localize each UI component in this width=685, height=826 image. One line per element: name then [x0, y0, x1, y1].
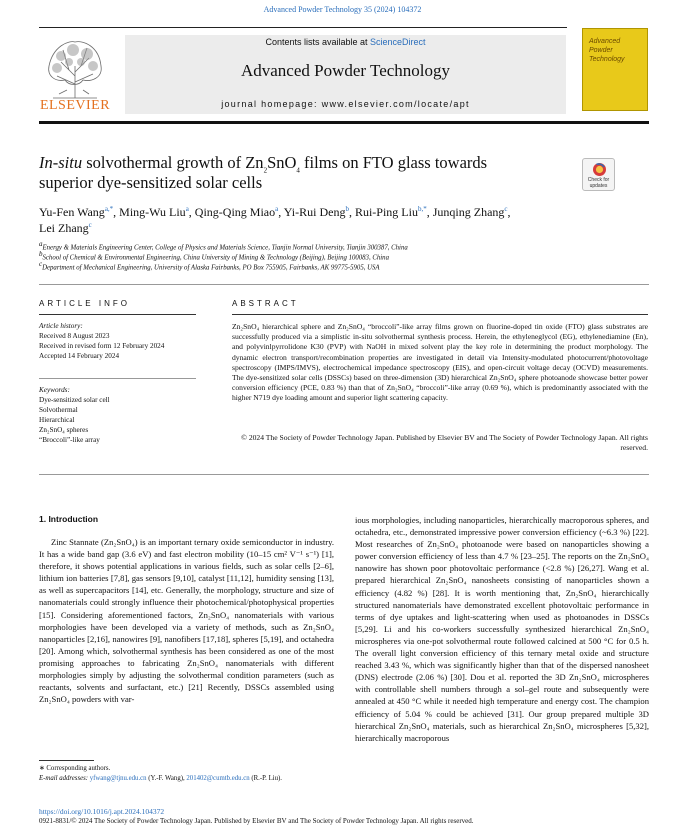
author-separator: ,	[188, 205, 195, 219]
homepage-line	[125, 99, 566, 109]
title-subscript: 4	[296, 166, 300, 175]
abstract-copyright: © 2024 The Society of Powder Technology Japan. Published by Elsevier BV and The Society of Powder Technology Japan. All rights reserved.	[241, 433, 648, 453]
affiliation-b	[39, 250, 389, 262]
article-info-heading: ARTICLE INFO	[39, 299, 130, 308]
journal-masthead	[125, 35, 566, 114]
author-separator: ,	[278, 205, 284, 219]
author-separator: ,	[426, 205, 433, 219]
author-affiliation-link[interactable]: c	[504, 205, 508, 213]
homepage-prefix: journal homepage:	[221, 99, 322, 109]
affiliation-marker: c	[39, 260, 43, 268]
elsevier-wordmark: ELSEVIER	[39, 98, 111, 113]
email-owner: (R.-P. Liu).	[249, 774, 282, 782]
author-separator: ,	[113, 205, 120, 219]
affiliation-marker: a	[39, 240, 43, 248]
email-link[interactable]: yfwang@tjnu.edu.cn	[89, 774, 147, 782]
cover-title-line: Advanced	[589, 38, 621, 45]
author-affiliation-link[interactable]: b	[345, 205, 349, 213]
affiliation-text: School of Chemical & Environmental Engineering, China University of Mining & Technology (Beijing), Beijing 100083, China	[42, 254, 389, 262]
keyword: Dye-sensitized solar cell	[39, 396, 110, 404]
header-top-rule	[39, 27, 567, 28]
email-owner: (Y.-F. Wang),	[146, 774, 187, 782]
section-heading: 1. Introduction	[39, 514, 99, 524]
title-italic: In-situ	[39, 153, 83, 172]
keyword: Solvothermal	[39, 406, 78, 414]
abstract-rule	[232, 314, 648, 315]
author-name: Qing-Qing Miao	[194, 205, 276, 219]
check-for-updates-icon	[592, 162, 607, 177]
author-affiliation-link[interactable]: c	[88, 221, 92, 229]
article-info-rule	[39, 314, 196, 315]
author-name: Yu-Fen Wang	[39, 205, 105, 219]
intro-left-column: Zinc Stannate (Zn₂SnO₄) is an important ternary oxide semiconductor in industry. It has a wide band gap (3.6 eV) and fast electron mobility (10–15 cm² V⁻¹ s⁻¹) [1], therefore, it shows potential applications in various fields, such as solar cells [2–6], lithium ion batteries [7,8], gas sensors [9,10], catalyst [11,12], humidity sensing [13], as well as supercapacitors [14], etc. Generally, the morphology, structure and size of nanomaterials could strongly influence their photochemical/photophysical properties [15]. Considering aforementioned factors, Zn₂SnO₄ nanomaterials with various morphologies have been developed via a variety of methods, such as Zn₂SnO₄ nanoparticles [2,16], nanowires [9], nanofibers [17,18], spheres [5,19], and octahedra [20]. Among which, solvothermal synthesis has been considered as one of the most promising approaches to fabricating Zn₂SnO₄ nanomaterials with different morphologies simply by adjusting the solvothermal condition parameters (such as reactants, solvents and surfactant, etc.) [21] Recently, DSSCs assembled using Zn₂SnO₄ powders with var-	[39, 537, 334, 705]
cover-title	[589, 37, 645, 64]
author-affiliation-link[interactable]: a,*	[104, 205, 114, 213]
article-history-label: Article history:	[39, 322, 83, 330]
elsevier-logo	[39, 36, 111, 114]
author-affiliation-link[interactable]: a	[275, 205, 279, 213]
intro-right-column: ious morphologies, including nanoparticles, hierarchically macroporous spheres, and octahedra, etc., demonstrated impressive power conversion efficiency (~6.3 %) [22]. Most researches of Zn₂SnO₄ photoanode were based on nanoparticles showing a power conversion efficiency of less than 4.7 % [23–25]. The reports on the Zn₂SnO₄ nanowire has shown poor photovoltaic performance (<2.8 %) [26,27]. Wang et al. prepared hierarchical Zn₂SnO₄ nanosheets consisting of nanoparticles shown a efficiency (4.82 %) [28]. It is worth mentioning that, Zn₂SnO₄ hierarchically structured nanomaterials have demonstrated excellent photovoltaic performance in terms of dye uptakes and light-scattering when used as photoanodes in DSSCs [5,29]. Li and his co-workers successfully synthesized hierarchical Zn₂SnO₄ microspheres via one-pot solvothermal route followed calcined at 500 °C for 0.5 h. The overall light conversion efficiency of this ternary metal oxide and structure reached 3.43 %, which was significantly higher than that of the dispersed nanosheet (DNS) electrode (2.06 %) [30]. Dou et al. reported the 3D Zn₂SnO₄ microspheres with controllable shell numbers through a sol–gel route and subsequently were annealed at 450 °C while it needed high temperature and energy cost. The champion efficiency of 5.04 % could be achieved [31]. Our group prepared multiple 3D hierarchical Zn₂SnO₄ materials, such as hierarchical Zn₂SnO₄ microspheres [5,32], hierarchically macroporous	[355, 515, 649, 743]
affiliation-c	[39, 260, 380, 272]
email-line	[39, 774, 334, 784]
author-separator: ,	[348, 205, 355, 219]
check-for-updates-badge[interactable]	[582, 158, 615, 191]
affiliation-a	[39, 240, 408, 252]
received-date: Received 8 August 2023	[39, 332, 110, 340]
abstract-text: Zn₂SnO₄ hierarchical sphere and Zn₂SnO₄ “broccoli”-like array films grown on fluorine-doped tin oxide (FTO) glass substrates are successfully produced via a simplistic in-situ solvothermal synthesis process. Herein, the ethyleneglycol (EG), ethylenediamine (En), and polyvinlpyrrolidone K30 (PVP) with NaOH in mixed solvent play the key role in determining the product morphology. The dynamic electron transport/recombination properties are investigated in detail via Intensity-modulated photocurrent/photovoltage spectroscopy (IMPS/IMVS), electrochemical impedance spectroscopy (EIS), and open-circuit voltage decay (OCVD) measurements. The dye-sensitized solar cells (DSSCs) based on three-dimension (3D) hierarchical Zn₂SnO₄ sphere photoanode showcase better power conversion efficiency (PCE, 0.83 %) than that of Zn₂SnO₄ “broccoli”-like array (0.69 %), which is predominantly associated with the higher N719 dye loading amount and superior light scattering capacity.	[232, 322, 648, 403]
title-part: solvothermal growth of Zn	[82, 153, 264, 172]
sciencedirect-link[interactable]: ScienceDirect	[370, 37, 426, 47]
contents-line	[125, 37, 566, 47]
cover-title-line: Powder	[589, 47, 613, 54]
contents-prefix: Contents lists available at	[265, 37, 371, 47]
abstract-bottom-divider	[39, 474, 649, 475]
author-name: Lei Zhang	[39, 221, 89, 235]
title-subscript: 2	[263, 166, 268, 175]
affiliation-marker: b	[39, 250, 43, 258]
footnote	[39, 764, 334, 783]
journal-cover-thumbnail[interactable]	[582, 28, 648, 111]
homepage-link[interactable]: www.elsevier.com/locate/apt	[321, 99, 470, 109]
author-list	[39, 204, 639, 236]
badge-text-line: Check for	[587, 177, 610, 183]
doi-link[interactable]: https://doi.org/10.1016/j.apt.2024.104372	[39, 807, 165, 816]
keyword: Hierarchical	[39, 416, 75, 424]
author-name: Ming-Wu Liu	[119, 205, 186, 219]
author-separator: ,	[507, 205, 511, 219]
keywords-label: Keywords:	[39, 386, 70, 394]
revised-date: Received in revised form 12 February 2024	[39, 342, 165, 350]
affiliation-text: Department of Mechanical Engineering, University of Alaska Fairbanks, PO Box 755905, Fairbanks, AK 99775-5905, USA	[42, 264, 380, 272]
journal-reference[interactable]: Advanced Powder Technology 35 (2024) 104372	[263, 5, 422, 14]
badge-text-line: updates	[589, 182, 608, 189]
author-affiliation-link[interactable]: a	[185, 205, 189, 213]
badge-text	[583, 178, 614, 189]
journal-title: Advanced Powder Technology	[240, 61, 451, 80]
corresponding-note: ∗ Corresponding authors.	[39, 765, 111, 772]
footnote-rule	[39, 760, 94, 761]
header-bottom-rule	[39, 121, 649, 124]
author-name: Rui-Ping Liu	[354, 205, 418, 219]
author-affiliation-link[interactable]: b,*	[417, 205, 427, 213]
email-label: E-mail addresses:	[39, 774, 90, 782]
issn-copyright-line: 0921-8831/© 2024 The Society of Powder Technology Japan. Published by Elsevier BV and The Society of Powder Technology Japan. All rights reserved.	[39, 817, 474, 825]
title-line-2: superior dye-sensitized solar cells	[39, 173, 263, 192]
keywords-rule	[39, 378, 196, 379]
cover-title-line: Technology	[589, 56, 625, 63]
paper-title	[39, 153, 569, 193]
accepted-date: Accepted 14 February 2024	[39, 352, 120, 360]
author-name: Junqing Zhang	[432, 205, 505, 219]
email-link[interactable]: 201402@cumtb.edu.cn	[186, 774, 250, 782]
abstract-heading: ABSTRACT	[232, 299, 299, 308]
title-part: films on FTO glass towards	[299, 153, 488, 172]
title-part: SnO	[267, 153, 297, 172]
author-name: Yi-Rui Deng	[283, 205, 346, 219]
affiliation-divider	[39, 284, 649, 285]
keyword: “Broccoli”-like array	[39, 436, 100, 444]
affiliation-text: Energy & Materials Engineering Center, College of Physics and Materials Science, Tianjin Normal University, Tianjin 300387, China	[42, 244, 408, 252]
keyword: Zn₂SnO₄ spheres	[39, 426, 89, 434]
